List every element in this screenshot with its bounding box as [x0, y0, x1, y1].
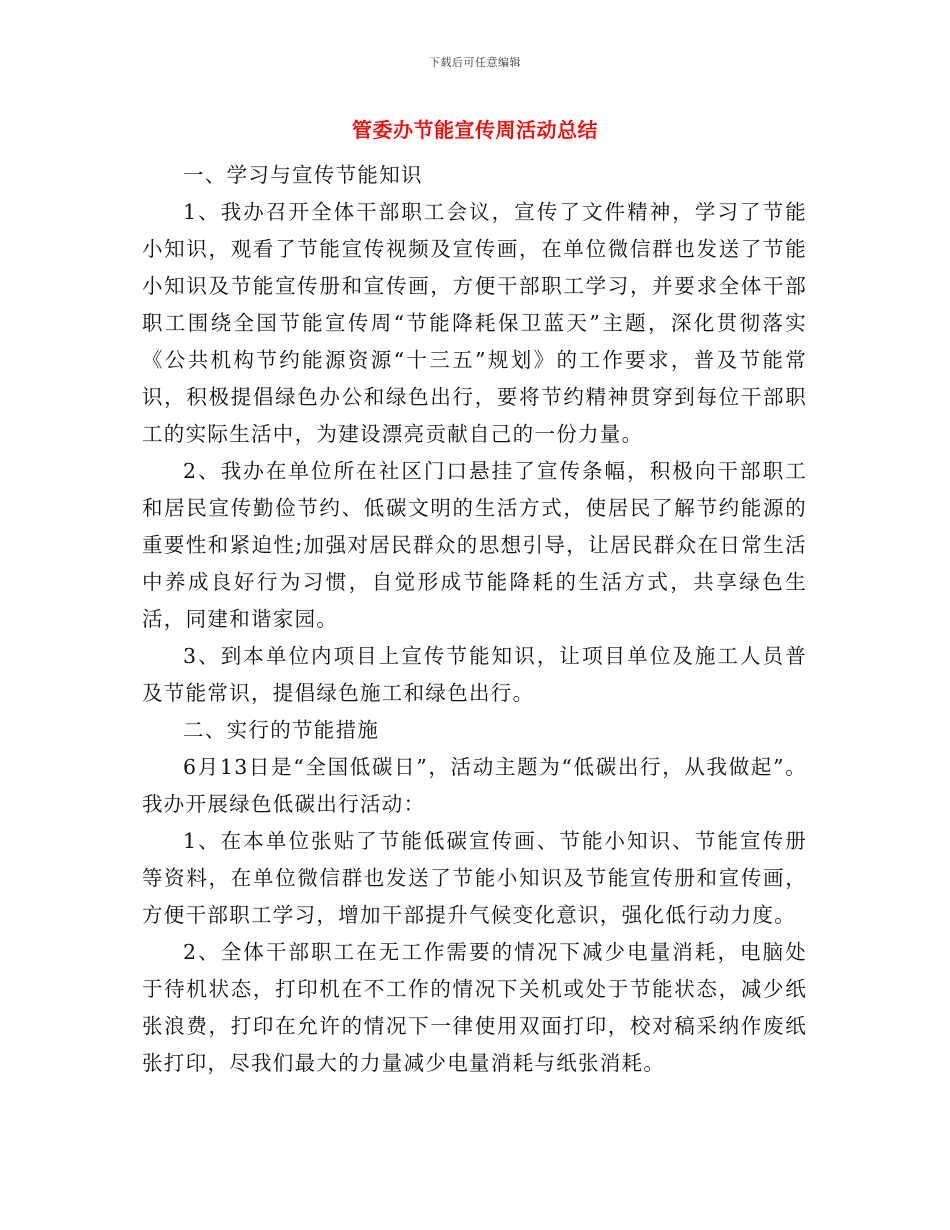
- document-body: [142, 157, 807, 1082]
- paragraph-2-intro: 6月13日是“全国低碳日”，活动主题为“低碳出行，从我做起”。我办开展绿色低碳出行活动：: [142, 755, 807, 816]
- paragraph-1-1: 1、我办召开全体干部职工会议，宣传了文件精神，学习了节能小知识，观看了节能宣传视频及宣传画，在单位微信群也发送了节能小知识及节能宣传册和宣传画，方便干部职工学习，并要求全体干部职工围绕全国节能宣传周“节能降耗保卫蓝天”主题，深化贯彻落实《公共机构节约能源资源“十三五”规划》的工作要求，普及节能常识，积极提倡绿色办公和绿色出行，要将节约精神贯穿到每位干部职工的实际生活中，为建设漂亮贡献自己的一份力量。: [142, 200, 807, 446]
- section-heading-2: 二、实行的节能措施: [183, 718, 380, 742]
- document-title: 管委办节能宣传周活动总结: [352, 118, 598, 142]
- section-heading-1: 一、学习与宣传节能知识: [183, 163, 423, 187]
- paragraph-1-2: 2、我办在单位所在社区门口悬挂了宣传条幅，积极向干部职工和居民宣传勤俭节约、低碳文明的生活方式，使居民了解节约能源的重要性和紧迫性;加强对居民群众的思想引导，让居民群众在日常生活中养成良好行为习惯，自觉形成节能降耗的生活方式，共享绿色生活，同建和谐家园。: [142, 459, 807, 631]
- paragraph-2-1: 1、在本单位张贴了节能低碳宣传画、节能小知识、节能宣传册等资料，在单位微信群也发送了节能小知识及节能宣传册和宣传画，方便干部职工学习，增加干部提升气候变化意识，强化低行动力度。: [142, 829, 807, 927]
- paragraph-1-3: 3、到本单位内项目上宣传节能知识，让项目单位及施工人员普及节能常识，提倡绿色施工和绿色出行。: [142, 644, 807, 705]
- paragraph-2-2: 2、全体干部职工在无工作需要的情况下减少电量消耗，电脑处于待机状态，打印机在不工作的情况下关机或处于节能状态，减少纸张浪费，打印在允许的情况下一律使用双面打印，校对稿采纳作废纸张打印，尽我们最大的力量减少电量消耗与纸张消耗。: [142, 940, 807, 1075]
- header-note: 下载后可任意编辑: [429, 56, 521, 69]
